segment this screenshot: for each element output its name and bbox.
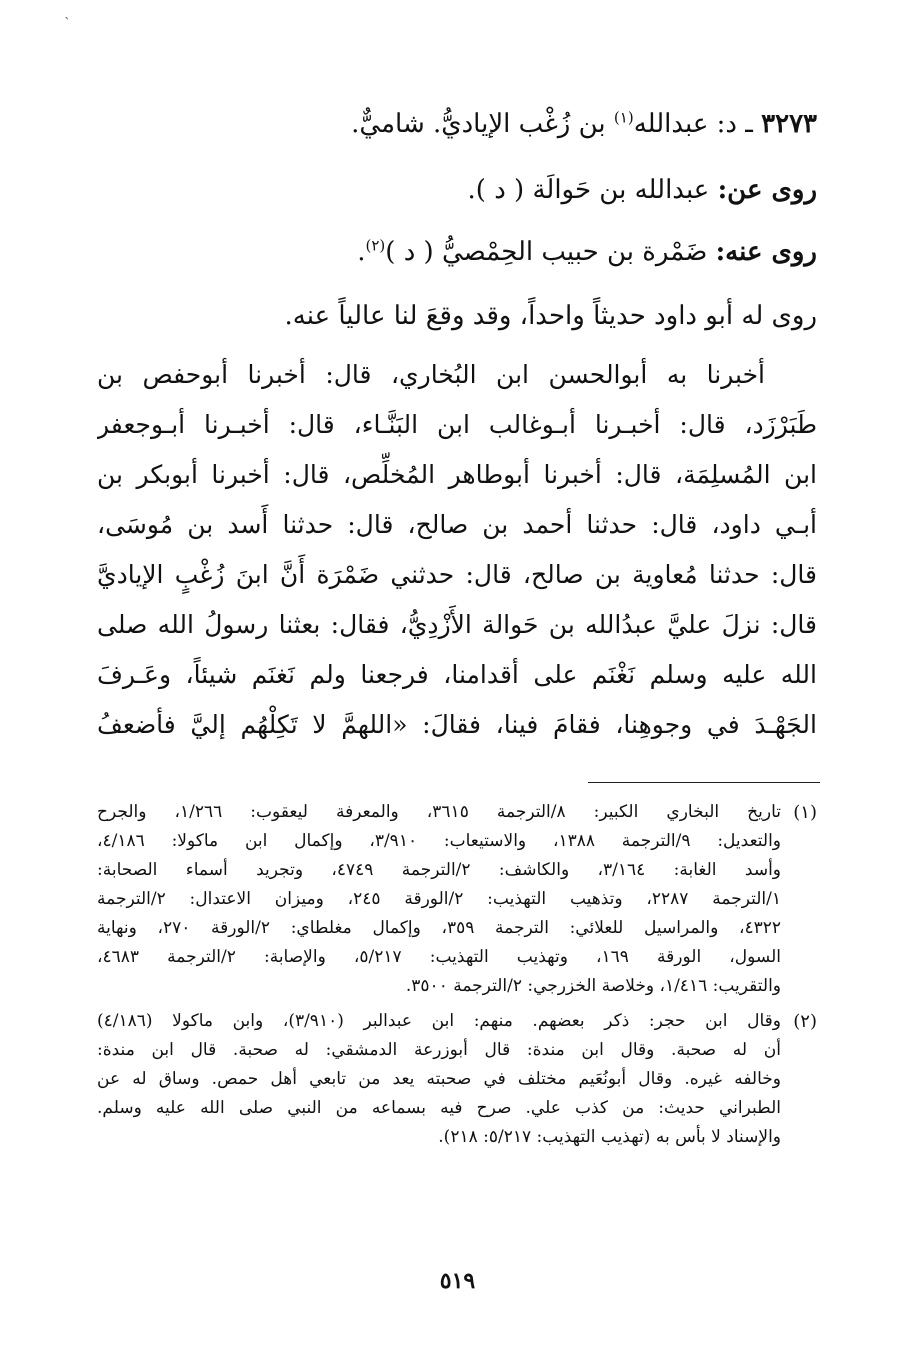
footnote-line: وقال ابن حجر: ذكر بعضهم. منهم: ابن عبدالبر (٣/٩١٠)، وابن ماكولا (٤/١٨٦)	[97, 1011, 781, 1031]
paragraph-line: أخبرنا به أبوالحسن ابن البُخاري، قال: أخبرنا أبوحفص بن	[97, 360, 765, 389]
footnote-line: والتقريب: ١/٤١٦، وخلاصة الخزرجي: ٢/الترجمة ٣٥٠٠.	[405, 976, 781, 996]
footnote-number: (٢)	[793, 1011, 817, 1032]
footnote-line: ٤٣٢٢، والمراسيل للعلائي: الترجمة ٣٥٩، وإكمال مغلطاي: ٢/الورقة ٢٧٠، ونهاية	[97, 918, 781, 938]
paragraph-line: الله عليه وسلم نَغْنَم على أقدامنا، فرجعنا ولم نَغنَم شيئاً، وعَـرفَ	[97, 660, 817, 689]
footnote-line: والتعديل: ٩/الترجمة ١٣٨٨، والاستيعاب: ٣/٩١٠، وإكمال ابن ماكولا: ٤/١٨٦،	[97, 831, 782, 851]
footnote-ref-2: (٢)	[365, 236, 386, 255]
footnote-number: (١)	[793, 802, 817, 823]
narrated-from-label: روى عن:	[717, 175, 817, 205]
footnote-line: الطبراني حديث: من كذب علي. صرح فيه بسماعه من النبي صلى الله عليه وسلم.	[97, 1098, 781, 1118]
hadith-paragraph	[97, 350, 817, 750]
narrated-from-text: عبدالله بن حَوالَة ( د ).	[467, 175, 718, 205]
footnote-line: وخالفه غيره. وقال أبونُعَيم مختلف في صحبته يعد من تابعي أهل حمص. وساق له عن	[97, 1069, 781, 1089]
page-number: ٥١٩	[439, 1268, 476, 1294]
footnote-line: ١/الترجمة ٢٢٨٧، وتذهيب التهذيب: ٢/الورقة ٢٤٥، وميزان الاعتدال: ٢/الترجمة	[97, 889, 781, 909]
footnote-line: تاريخ البخاري الكبير: ٨/الترجمة ٣٦١٥، والمعرفة ليعقوب: ١/٢٦٦، والجرح	[97, 802, 781, 822]
paragraph-line: قال: نزلَ عليَّ عبدُالله بن حَوالة الأَزْدِيُّ، فقال: بعثنا رسولُ الله صلى	[97, 610, 817, 639]
footnote-separator	[588, 782, 820, 783]
narrated-by-label: روى عنه:	[715, 237, 817, 267]
footnote-2	[97, 1007, 817, 1152]
paragraph-line: أبـي داود، قال: حدثنا أحمد بن صالح، قال: حدثنا أَسد بن مُوسَى،	[97, 510, 817, 539]
footnote-line: والإسناد لا بأس به (تهذيب التهذيب: ٥/٢١٧: ٢١٨).	[438, 1127, 781, 1147]
paragraph-line: طَبَرْزَد، قال: أخبـرنا أبـوغالب ابن البَنَّـاء، قال: أخبـرنا أبـوجعفر	[97, 410, 817, 439]
narrated-by-line	[357, 232, 817, 272]
footnote-1	[97, 798, 817, 1001]
footnote-ref-1: (١)	[613, 108, 634, 127]
narrated-from-line	[468, 170, 817, 210]
paragraph-line: ابن المُسلِمَة، قال: أخبرنا أبوطاهر المُخلِّص، قال: أخبرنا أبوبكر بن	[97, 460, 817, 489]
entry-number: ٣٢٧٣	[761, 109, 817, 139]
entry-name: ـ د: عبدالله	[633, 109, 753, 139]
summary-line: روى له أبو داود حديثاً واحداً، وقد وقعَ لنا عالياً عنه.	[284, 301, 817, 331]
entry-name-rest: بن زُغْب الإياديُّ. شاميٌّ.	[351, 109, 614, 139]
narrated-by-end: .	[357, 237, 366, 267]
paragraph-line: قال: حدثنا مُعاوية بن صالح، قال: حدثني ضَمْرَة أَنَّ ابنَ زُغْبٍ الإياديَّ	[97, 560, 817, 589]
footnote-line: وأسد الغابة: ٣/١٦٤، والكاشف: ٢/الترجمة ٤٧٤٩، وتجريد أسماء الصحابة:	[97, 860, 781, 880]
narrated-by-text: ضَمْرة بن حبيب الحِمْصيُّ ( د )	[385, 237, 716, 267]
footnotes	[97, 798, 817, 1152]
footnote-line: أن له صحبة. وقال ابن مندة: قال أبوزرعة الدمشقي: له صحبة. قال ابن مندة:	[97, 1040, 781, 1060]
entry-heading	[351, 104, 817, 144]
paragraph-line: الجَهْـدَ في وجوهِنا، فقامَ فينا، فقالَ: «اللهمَّ لا تَكِلْهُم إليَّ فأضعفُ	[97, 710, 817, 739]
corner-mark: `	[64, 16, 71, 32]
footnote-line: السول، الورقة ١٦٩، وتهذيب التهذيب: ٥/٢١٧، والإصابة: ٢/الترجمة ٤٦٨٣،	[97, 947, 781, 967]
